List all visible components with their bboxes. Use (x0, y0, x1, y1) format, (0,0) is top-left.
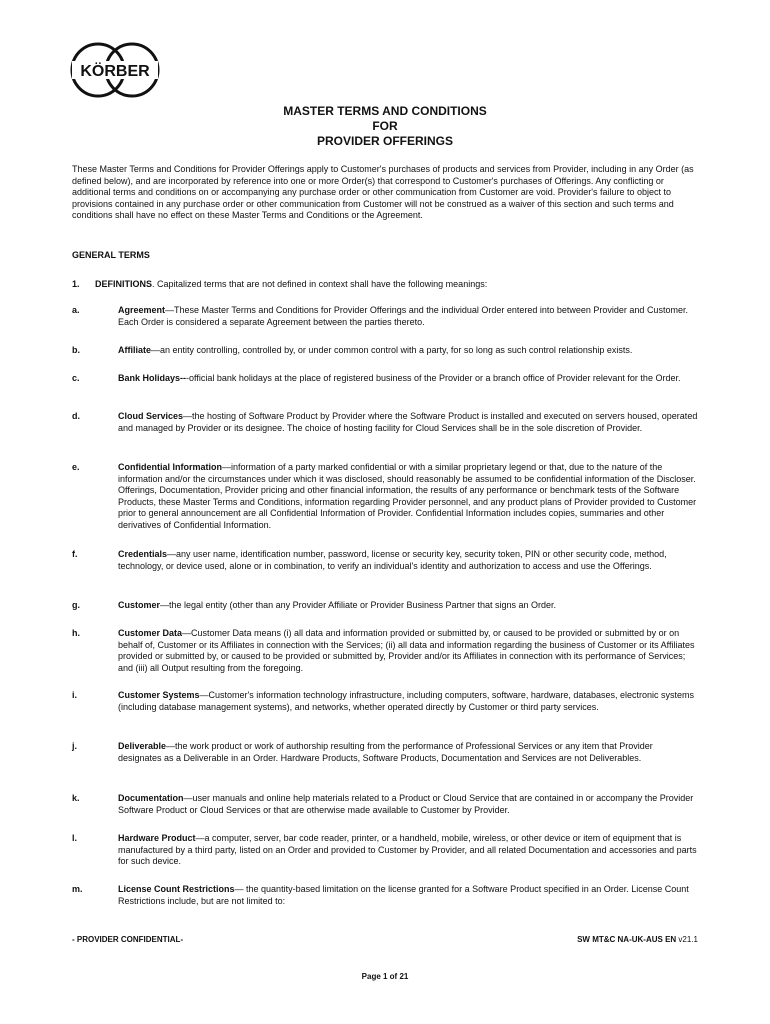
title-line-2: FOR (372, 119, 398, 133)
definition-term: Customer Data (118, 628, 183, 638)
definition-term: Affiliate (118, 345, 152, 355)
definition-term: Hardware Product (118, 833, 196, 843)
title-line-3: PROVIDER OFFERINGS (316, 134, 453, 148)
definitions-text: . Capitalized terms that are not defined in context shall have the following meanings: (152, 279, 488, 289)
definition-text: —the work product or work of authorship resulting from the performance of Professional Services or any item that Provider designates as a Deliverable in an Order. Hardware Products, Software Products, Documentation and Services are not Deliverables. (118, 741, 653, 763)
definition-text: —any user name, identification number, password, license or security key, security token, PIN or other security code, method, technology, or device used, alone or in combination, to verify an individual's identity and authorization to access and use the Offerings. (118, 549, 667, 571)
korber-logo (70, 40, 160, 100)
definition-term: Customer (118, 600, 161, 610)
footer-document-code (577, 935, 698, 944)
definition-letter: k. (72, 793, 80, 803)
definition-text: —the legal entity (other than any Provider Affiliate or Provider Business Partner that signs an Order. (160, 600, 557, 610)
definition-letter: g. (72, 600, 80, 610)
definition-text: —user manuals and online help materials related to a Product or Cloud Service that are contained in or accompany the Provider Software Product or Cloud Services or that are otherwise made available to Customer by Provider. (118, 793, 694, 815)
definition-letter: e. (72, 462, 80, 472)
footer-confidential: - PROVIDER CONFIDENTIAL- (72, 935, 184, 944)
page-number: Page 1 of 21 (361, 972, 409, 981)
definition-text: -official bank holidays at the place of registered business of the Provider or a branch office of Provider relevant for the Order. (186, 373, 681, 383)
definition-letter: i. (72, 690, 78, 700)
definition-text: —Customer Data means (i) all data and information provided or submitted by, or caused to be provided or submitted by or on behalf of, Customer or its Affiliates in connection with the Services; (ii) all data and information regarding the business of Customer or its Affiliates provided or submitted by, or caused to be provided or submitted by, Provider and/or its Affiliates in connection with its performance of Services; and (iii) all Output resulting from the foregoing. (118, 628, 695, 673)
definition-text: —a computer, server, bar code reader, printer, or a handheld, mobile, wireless, or other device or item of equipment that is manufactured by a third party, listed on an Order and provided to Customer by Provider, and all related Documentation and accessories and parts for such device. (118, 833, 697, 867)
intro-paragraph: These Master Terms and Conditions for Provider Offerings apply to Customer's purchases of products and services from Provider, including in any Order (as defined below), and are incorporated by reference into one or more Order(s) that correspond to Customer's purchases of Offerings. Any conflicting or additional terms and conditions on or accompanying any purchase order or other communication from Customer are void. Provider's failure to object to provisions contained in any purchase order or other communication from Customer will not be construed as a waiver of this section and such terms and conditions shall have no effect on these Master Terms and Conditions or the Agreement. (72, 164, 694, 221)
footer-code: SW MT&C NA-UK-AUS EN (577, 935, 677, 944)
definition-term: Deliverable (118, 741, 167, 751)
definition-term: Confidential Information (118, 462, 222, 472)
section-heading: GENERAL TERMS (72, 250, 150, 260)
definition-letter: h. (72, 628, 80, 638)
definition-term: Bank Holidays-- (118, 373, 187, 383)
logo-text: KÖRBER (80, 63, 150, 80)
definition-letter: m. (72, 884, 83, 894)
definition-text: — the quantity-based limitation on the license granted for a Software Product specified in an Order. License Count Restrictions include, but are not limited to: (118, 884, 689, 906)
footer-version: v21.1 (676, 935, 698, 944)
title-line-1: MASTER TERMS AND CONDITIONS (283, 104, 487, 118)
definition-term: Customer Systems (118, 690, 200, 700)
definition-term: Cloud Services (118, 411, 184, 421)
definition-letter: f. (72, 549, 78, 559)
definition-letter: l. (72, 833, 78, 843)
definition-text: —an entity controlling, controlled by, or under common control with a party, for so long as such control relationship exists. (151, 345, 633, 355)
definition-text: —the hosting of Software Product by Provider where the Software Product is installed and executed on servers housed, operated and managed by Provider or its designee. The choice of hosting facility for Cloud Services shall be in the sole discretion of Provider. (118, 411, 698, 433)
document-title (0, 104, 770, 149)
definitions-heading (72, 279, 700, 289)
definition-letter: j. (72, 741, 78, 751)
definition-letter: b. (72, 345, 80, 355)
definition-term: License Count Restrictions (118, 884, 235, 894)
definition-text: —These Master Terms and Conditions for Provider Offerings and the individual Order entered into between Provider and Customer. Each Order is considered a separate Agreement between the parties thereto. (118, 305, 688, 327)
definition-term: Credentials (118, 549, 168, 559)
definition-letter: c. (72, 373, 80, 383)
definition-letter: d. (72, 411, 80, 421)
definition-letter: a. (72, 305, 80, 315)
definitions-term: DEFINITIONS (95, 279, 153, 289)
definition-text: —information of a party marked confidential or with a similar proprietary legend or that, due to the nature of the information and/or the circumstances under which it was disclosed, should reasonably be assumed to be confidential information of the Discloser. Offerings, Documentation, Provider pricing and other financial information, the results of any performance or benchmark tests of the Software Products, these Master Terms and Conditions, information regarding Provider personnel, and any product plans of Provider provided to Customer prior to general announcement are all Confidential Information of Provider. Confidential Information includes copies, summaries and other derivatives of Confidential Information. (118, 462, 697, 530)
definitions-number: 1. (72, 279, 80, 289)
definition-term: Documentation (118, 793, 184, 803)
definition-term: Agreement (118, 305, 166, 315)
definition-text: —Customer's information technology infrastructure, including computers, software, hardware, databases, electronic systems (including database management systems), and networks, whether operated directly by Customer or third party services. (118, 690, 694, 712)
